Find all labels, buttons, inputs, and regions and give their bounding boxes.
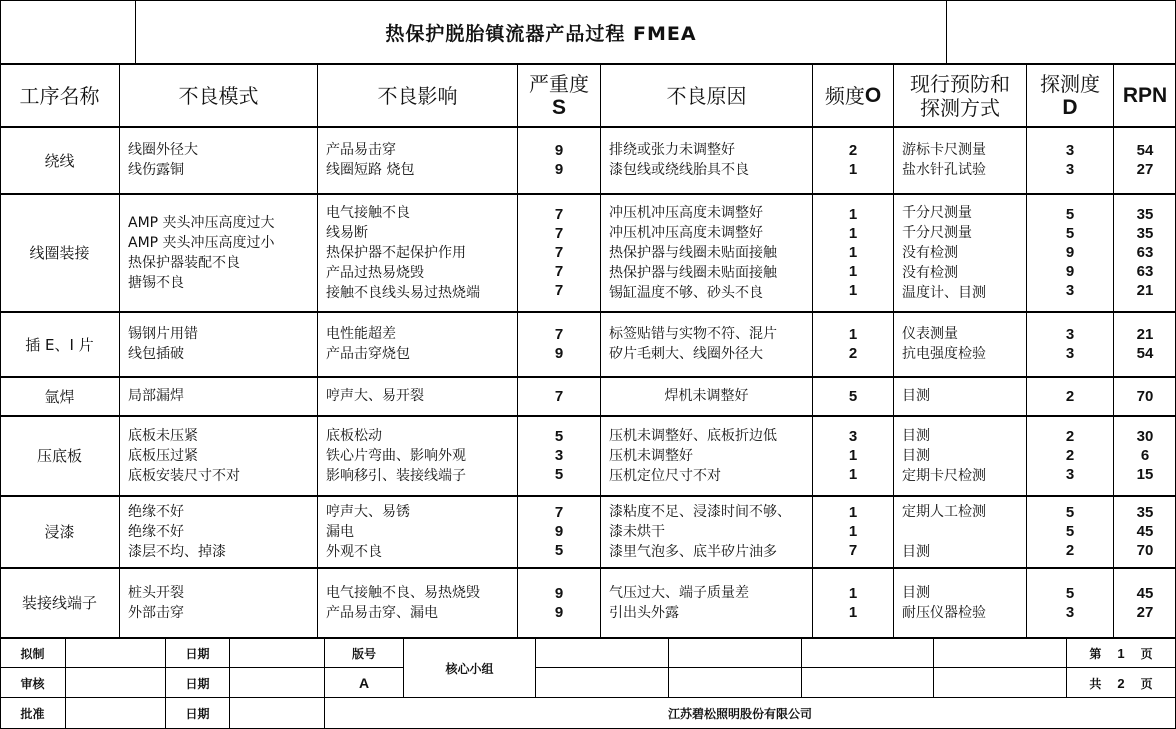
modes-entry: 桩头开裂 xyxy=(128,584,184,601)
modes-entry: 线伤露铜 xyxy=(128,162,184,178)
controls-entry: 仪表测量 xyxy=(902,326,958,342)
footer-drafted-label: 拟制 xyxy=(20,646,45,661)
controls-entry: 目测 xyxy=(902,427,930,444)
process-name: 浸漆 xyxy=(44,523,75,541)
footer-date-label-1: 日期 xyxy=(185,646,210,661)
row-1-detection-cell xyxy=(1027,194,1113,311)
rpn-entry: 63 xyxy=(1136,244,1154,261)
detection-entry: 2 xyxy=(1065,542,1075,559)
header-process: 工序名称 xyxy=(19,83,100,108)
modes-entry: 热保护器装配不良 xyxy=(128,254,240,271)
severity-entry: 7 xyxy=(554,504,564,521)
row-5-occurrence-cell xyxy=(813,496,893,567)
row-4-severity-cell xyxy=(518,416,600,495)
effects-entry: 铁心片弯曲、影响外观 xyxy=(326,447,466,464)
row-4-controls-cell xyxy=(894,416,1026,495)
row-2-causes-cell xyxy=(601,312,812,376)
severity-entry: 7 xyxy=(554,244,564,261)
modes-entry: 线圈外径大 xyxy=(128,142,198,158)
causes-entry: 热保护器与线圈未贴面接触 xyxy=(609,264,777,281)
footer-version-label: 版号 xyxy=(351,646,376,661)
row-6-rpn-cell xyxy=(1114,568,1176,637)
causes-entry: 锡缸温度不够、砂头不良 xyxy=(609,284,763,301)
rpn-entry: 27 xyxy=(1136,161,1154,178)
controls-entry: 没有检测 xyxy=(902,264,958,281)
causes-entry: 冲压机冲压高度未调整好 xyxy=(609,204,763,221)
effects-entry: 电气接触不良、易热烧毁 xyxy=(326,584,480,601)
rpn-entry: 35 xyxy=(1136,504,1154,521)
row-2-occurrence-cell xyxy=(813,312,893,376)
occurrence-entry: 1 xyxy=(848,206,858,223)
effects-entry: 外观不良 xyxy=(326,543,382,560)
occurrence-entry: 1 xyxy=(848,504,858,521)
severity-entry: 7 xyxy=(554,206,564,223)
header-severity: 严重度 S xyxy=(529,71,589,119)
causes-entry: 漆里气泡多、底半矽片油多 xyxy=(609,543,777,560)
row-0-effects-cell xyxy=(318,127,517,193)
header-cause: 不良原因 xyxy=(666,83,747,108)
severity-entry: 7 xyxy=(554,282,564,299)
footer-date-label-2: 日期 xyxy=(185,676,210,691)
rpn-entry: 21 xyxy=(1136,282,1154,299)
row-5-severity-cell xyxy=(518,496,600,567)
row-5-effects-cell xyxy=(318,496,517,567)
causes-entry: 压机未调整好、底板折边低 xyxy=(609,427,777,444)
occurrence-entry: 2 xyxy=(848,142,858,159)
row-4-causes-cell xyxy=(601,416,812,495)
occurrence-entry: 1 xyxy=(848,161,858,178)
row-0-process-cell xyxy=(0,127,119,193)
controls-entry: 抗电强度检验 xyxy=(902,346,986,362)
process-name: 氩焊 xyxy=(44,387,75,406)
process-name: 线圈装接 xyxy=(29,244,90,262)
rpn-entry: 70 xyxy=(1136,542,1154,559)
effects-entry: 线易断 xyxy=(326,224,368,241)
rpn-entry: 45 xyxy=(1136,584,1154,602)
causes-entry: 漆包线或绕线胎具不良 xyxy=(609,162,749,178)
effects-entry: 热保护器不起保护作用 xyxy=(326,244,466,261)
footer-version-value: A xyxy=(358,675,370,691)
occurrence-entry: 1 xyxy=(848,282,858,299)
process-name: 绕线 xyxy=(44,151,75,170)
controls-entry: 耐压仪器检验 xyxy=(902,604,986,621)
row-5-rpn-cell xyxy=(1114,496,1176,567)
effects-entry: 哼声大、易锈 xyxy=(326,503,410,520)
effects-entry: 接触不良线头易过热烧端 xyxy=(326,284,480,301)
header-current-controls: 现行预防和 探测方式 xyxy=(910,71,1010,120)
effects-entry: 线圈短路 烧包 xyxy=(326,162,415,178)
modes-entry: 绝缘不好 xyxy=(128,503,184,520)
effects-entry: 电性能超差 xyxy=(326,326,396,342)
footer-drafted-value[interactable] xyxy=(66,638,165,668)
row-5-controls-cell xyxy=(894,496,1026,567)
row-3-rpn-cell xyxy=(1114,377,1176,415)
footer-divider-g xyxy=(668,638,669,698)
footer-divider-h xyxy=(801,638,802,698)
occurrence-entry: 1 xyxy=(848,447,858,464)
row-5-detection-cell xyxy=(1027,496,1113,567)
row-6-modes-cell xyxy=(120,568,317,637)
header-detection: 探测度 D xyxy=(1040,71,1100,119)
row-2-modes-cell xyxy=(120,312,317,376)
effects-entry: 产品易击穿 xyxy=(326,142,396,158)
effects-entry: 产品易击穿、漏电 xyxy=(326,604,438,621)
modes-entry: 锡钢片用错 xyxy=(128,326,198,342)
row-1-controls-cell xyxy=(894,194,1026,311)
severity-entry: 9 xyxy=(554,603,564,621)
row-2-rpn-cell xyxy=(1114,312,1176,376)
severity-entry: 7 xyxy=(554,225,564,242)
causes-entry: 引出头外露 xyxy=(609,604,679,621)
footer-approved-label: 批准 xyxy=(20,706,45,721)
effects-entry: 哼声大、易开裂 xyxy=(326,388,424,404)
row-5-process-cell xyxy=(0,496,119,567)
header-rpn: RPN xyxy=(1122,83,1168,107)
title-right-divider xyxy=(946,0,947,64)
modes-entry: 搪锡不良 xyxy=(128,274,184,291)
footer-reviewed-label: 审核 xyxy=(20,676,45,691)
row-4-modes-cell xyxy=(120,416,317,495)
controls-entry: 千分尺测量 xyxy=(902,204,972,221)
causes-entry: 焊机未调整好 xyxy=(664,388,749,404)
process-name: 压底板 xyxy=(36,447,82,465)
controls-entry: 目测 xyxy=(902,447,930,464)
footer-company-name: 江苏碧松照明股份有限公司 xyxy=(668,706,813,721)
controls-entry: 定期卡尺检测 xyxy=(902,467,986,484)
row-6-controls-cell xyxy=(894,568,1026,637)
detection-entry: 3 xyxy=(1065,282,1075,299)
effects-entry: 产品过热易烧毁 xyxy=(326,264,424,281)
modes-entry: 漆层不均、掉漆 xyxy=(128,543,226,560)
detection-entry: 5 xyxy=(1065,523,1075,540)
row-3-causes-cell xyxy=(601,377,812,415)
footer-approved-value[interactable] xyxy=(66,698,165,728)
row-2-process-cell xyxy=(0,312,119,376)
controls-entry: 没有检测 xyxy=(902,244,958,261)
row-3-process-cell xyxy=(0,377,119,415)
controls-entry: 目测 xyxy=(902,388,930,404)
row-6-effects-cell xyxy=(318,568,517,637)
row-6-severity-cell xyxy=(518,568,600,637)
causes-entry: 冲压机冲压高度未调整好 xyxy=(609,224,763,241)
rpn-entry: 35 xyxy=(1136,225,1154,242)
controls-entry: 游标卡尺测量 xyxy=(902,142,986,158)
severity-entry: 9 xyxy=(554,345,564,362)
row-2-detection-cell xyxy=(1027,312,1113,376)
controls-entry: 目测 xyxy=(902,543,930,560)
occurrence-entry: 1 xyxy=(848,263,858,280)
severity-entry: 9 xyxy=(554,523,564,540)
modes-entry: AMP 夹头冲压高度过小 xyxy=(128,234,275,251)
modes-entry: 底板压过紧 xyxy=(128,447,198,464)
modes-entry: 底板未压紧 xyxy=(128,427,198,444)
detection-entry: 9 xyxy=(1065,263,1075,280)
row-1-process-cell xyxy=(0,194,119,311)
effects-entry: 漏电 xyxy=(326,523,354,540)
rpn-entry: 21 xyxy=(1136,326,1154,343)
rpn-entry: 63 xyxy=(1136,263,1154,280)
rpn-entry: 70 xyxy=(1136,387,1154,405)
row-5-causes-cell xyxy=(601,496,812,567)
footer-reviewed-value[interactable] xyxy=(66,668,165,698)
detection-entry: 5 xyxy=(1065,206,1075,223)
row-3-severity-cell xyxy=(518,377,600,415)
footer-divider-c xyxy=(229,638,230,729)
detection-entry: 2 xyxy=(1065,447,1075,464)
row-6-process-cell xyxy=(0,568,119,637)
causes-entry: 压机定位尺寸不对 xyxy=(609,467,721,484)
occurrence-entry: 2 xyxy=(848,345,858,362)
footer-core-team-label: 核心小组 xyxy=(445,661,494,676)
footer-divider-f xyxy=(535,638,536,698)
controls-entry: 目测 xyxy=(902,584,930,601)
controls-entry: 定期人工检测 xyxy=(902,503,986,520)
row-1-rpn-cell xyxy=(1114,194,1176,311)
row-6-causes-cell xyxy=(601,568,812,637)
causes-entry: 漆粘度不足、浸漆时间不够、 xyxy=(609,503,791,520)
row-6-detection-cell xyxy=(1027,568,1113,637)
detection-entry: 5 xyxy=(1065,584,1075,602)
row-1-modes-cell xyxy=(120,194,317,311)
row-6-occurrence-cell xyxy=(813,568,893,637)
footer-page-total: 共 2 页 xyxy=(1089,675,1153,691)
footer-page-number: 第 1 页 xyxy=(1089,645,1153,661)
row-0-detection-cell xyxy=(1027,127,1113,193)
occurrence-entry: 1 xyxy=(848,584,858,602)
rpn-entry: 54 xyxy=(1136,345,1154,362)
severity-entry: 7 xyxy=(554,387,564,405)
rpn-entry: 15 xyxy=(1136,466,1154,483)
rpn-entry: 6 xyxy=(1140,447,1150,464)
severity-entry: 3 xyxy=(554,447,564,464)
severity-entry: 9 xyxy=(554,584,564,602)
row-2-controls-cell xyxy=(894,312,1026,376)
row-4-rpn-cell xyxy=(1114,416,1176,495)
row-1-effects-cell xyxy=(318,194,517,311)
row-3-controls-cell xyxy=(894,377,1026,415)
modes-entry: 局部漏焊 xyxy=(128,388,184,404)
detection-entry: 5 xyxy=(1065,225,1075,242)
severity-entry: 5 xyxy=(554,428,564,445)
modes-entry: 外部击穿 xyxy=(128,604,184,621)
causes-entry: 压机未调整好 xyxy=(609,447,693,464)
severity-entry: 9 xyxy=(554,142,564,159)
row-0-causes-cell xyxy=(601,127,812,193)
modes-entry: 绝缘不好 xyxy=(128,523,184,540)
detection-entry: 2 xyxy=(1065,387,1075,405)
severity-entry: 7 xyxy=(554,263,564,280)
controls-entry: 温度计、目测 xyxy=(902,284,986,301)
severity-entry: 5 xyxy=(554,466,564,483)
modes-entry: AMP 夹头冲压高度过大 xyxy=(128,214,275,231)
rpn-entry: 35 xyxy=(1136,206,1154,223)
row-4-effects-cell xyxy=(318,416,517,495)
detection-entry: 3 xyxy=(1065,142,1075,159)
row-1-causes-cell xyxy=(601,194,812,311)
modes-entry: 线包插破 xyxy=(128,346,184,362)
row-0-occurrence-cell xyxy=(813,127,893,193)
rpn-entry: 30 xyxy=(1136,428,1154,445)
footer-divider-i xyxy=(933,638,934,698)
occurrence-entry: 1 xyxy=(848,225,858,242)
detection-entry: 5 xyxy=(1065,504,1075,521)
occurrence-entry: 1 xyxy=(848,523,858,540)
occurrence-entry: 5 xyxy=(848,387,858,405)
row-5-modes-cell xyxy=(120,496,317,567)
row-0-controls-cell xyxy=(894,127,1026,193)
effects-entry: 底板松动 xyxy=(326,427,382,444)
row-2-effects-cell xyxy=(318,312,517,376)
causes-entry: 矽片毛刺大、线圈外径大 xyxy=(609,346,763,362)
occurrence-entry: 1 xyxy=(848,603,858,621)
row-4-detection-cell xyxy=(1027,416,1113,495)
document-title: 热保护脱胎镇流器产品过程 FMEA xyxy=(385,22,697,45)
detection-entry: 3 xyxy=(1065,466,1075,483)
row-4-process-cell xyxy=(0,416,119,495)
modes-entry: 底板安装尺寸不对 xyxy=(128,467,240,484)
row-1-severity-cell xyxy=(518,194,600,311)
detection-entry: 2 xyxy=(1065,428,1075,445)
causes-entry: 气压过大、端子质量差 xyxy=(609,584,749,601)
severity-entry: 7 xyxy=(554,326,564,343)
detection-entry: 3 xyxy=(1065,161,1075,178)
detection-entry: 3 xyxy=(1065,603,1075,621)
severity-entry: 9 xyxy=(554,161,564,178)
process-name: 插 E、I 片 xyxy=(25,335,94,354)
occurrence-entry: 1 xyxy=(848,326,858,343)
detection-entry: 3 xyxy=(1065,326,1075,343)
row-0-modes-cell xyxy=(120,127,317,193)
header-failure-mode: 不良模式 xyxy=(178,83,259,108)
header-failure-effect: 不良影响 xyxy=(377,83,458,108)
detection-entry: 9 xyxy=(1065,244,1075,261)
detection-entry: 3 xyxy=(1065,345,1075,362)
controls-entry xyxy=(902,522,986,542)
effects-entry: 影响移引、装接线端子 xyxy=(326,467,466,484)
rpn-entry: 45 xyxy=(1136,523,1154,540)
rpn-entry: 54 xyxy=(1136,142,1154,159)
row-3-effects-cell xyxy=(318,377,517,415)
row-4-occurrence-cell xyxy=(813,416,893,495)
row-0-rpn-cell xyxy=(1114,127,1176,193)
severity-entry: 5 xyxy=(554,542,564,559)
row-3-occurrence-cell xyxy=(813,377,893,415)
controls-entry: 盐水针孔试验 xyxy=(902,162,986,178)
causes-entry: 排绕或张力未调整好 xyxy=(609,142,735,158)
occurrence-entry: 1 xyxy=(848,244,858,261)
occurrence-entry: 1 xyxy=(848,466,858,483)
effects-entry: 产品击穿烧包 xyxy=(326,346,410,362)
causes-entry: 标签贴错与实物不符、混片 xyxy=(609,326,777,342)
rpn-entry: 27 xyxy=(1136,603,1154,621)
process-name: 装接线端子 xyxy=(21,594,97,612)
row-3-modes-cell xyxy=(120,377,317,415)
effects-entry: 电气接触不良 xyxy=(326,204,410,221)
causes-entry: 热保护器与线圈未贴面接触 xyxy=(609,244,777,261)
row-1-occurrence-cell xyxy=(813,194,893,311)
row-3-detection-cell xyxy=(1027,377,1113,415)
causes-entry: 漆未烘干 xyxy=(609,523,665,540)
occurrence-entry: 7 xyxy=(848,542,858,559)
row-2-severity-cell xyxy=(518,312,600,376)
controls-entry: 千分尺测量 xyxy=(902,224,972,241)
footer-date-label-3: 日期 xyxy=(185,706,210,721)
row-0-severity-cell xyxy=(518,127,600,193)
occurrence-entry: 3 xyxy=(848,428,858,445)
header-occurrence: 频度 O xyxy=(824,83,882,108)
